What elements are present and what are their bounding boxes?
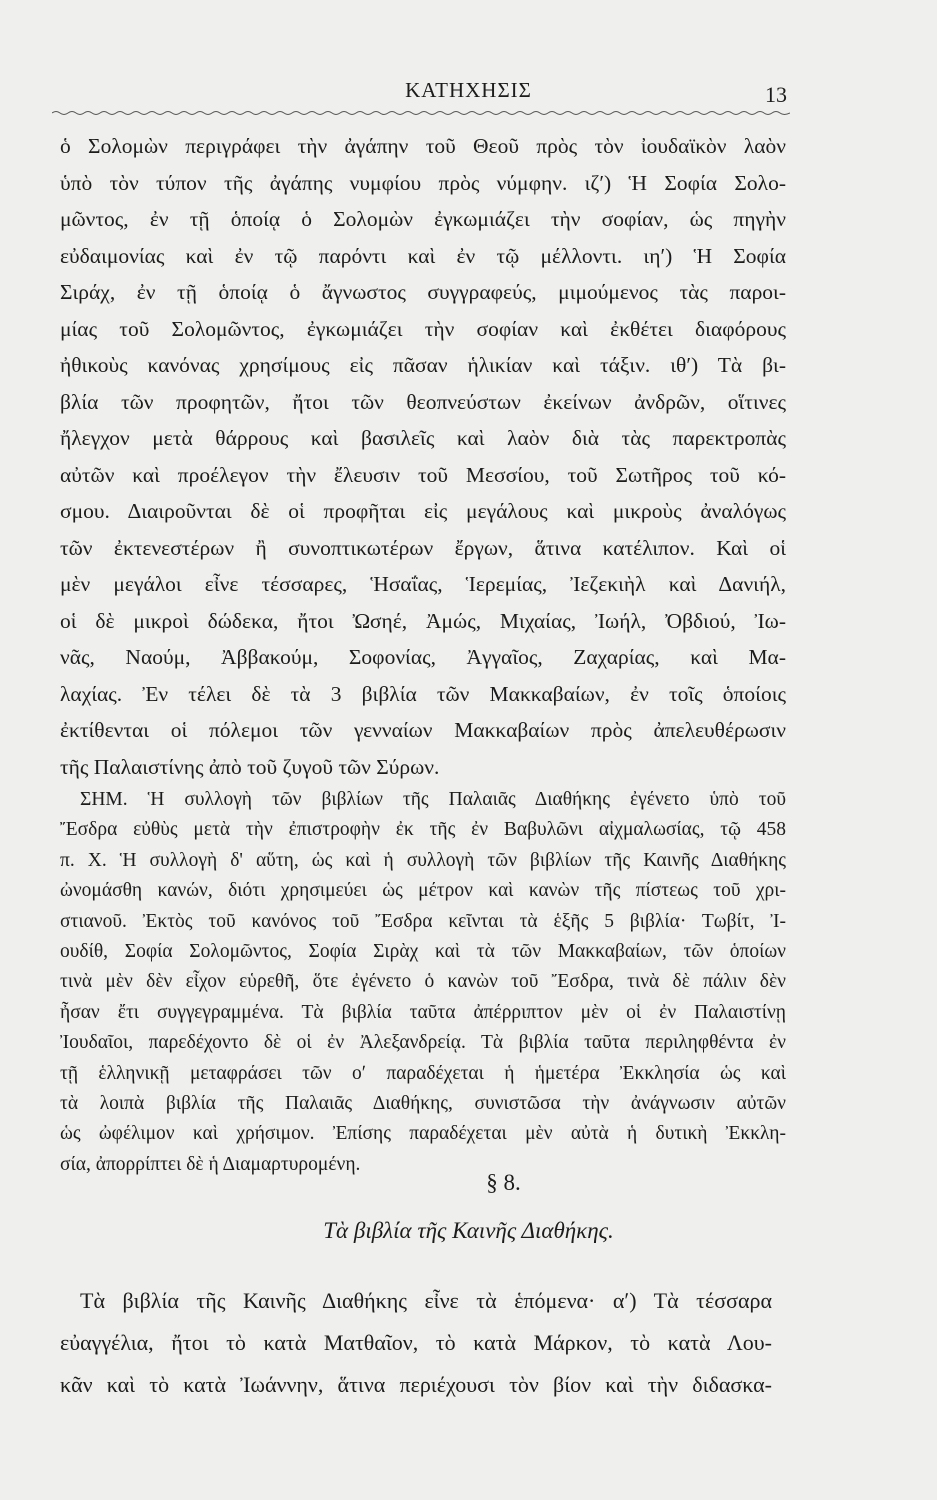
note-line: ὠνομάσθη κανών, διότι χρησιμεύει ὡς μέτρον καὶ κανὼν τῆς πίστεως τοῦ χρι-	[60, 880, 786, 902]
note-line: τινὰ μὲν δὲν εἶχον εὑρεθῆ, ὅτε ἐγένετο ὁ κανὼν τοῦ Ἔσδρα, τινὰ δὲ πάλιν δὲν	[60, 971, 786, 993]
text-line: ἠθικοὺς κανόνας χρησίμους εἰς πᾶσαν ἡλικίαν καὶ τάξιν. ιθʹ) Τὰ βι-	[60, 353, 786, 377]
note-line: π. Χ. Ἡ συλλογὴ δ' αὕτη, ὡς καὶ ἡ συλλογὴ τῶν βιβλίων τῆς Καινῆς Διαθήκης	[60, 849, 786, 871]
note-line: Ἰουδαῖοι, παρεδέχοντο δὲ οἱ ἐν Ἀλεξανδρείᾳ. Τὰ βιβλία ταῦτα περιληφθέντα ἐν	[60, 1032, 786, 1054]
text-line: τῆς Παλαιστίνης ἀπὸ τοῦ ζυγοῦ τῶν Σύρων.	[60, 754, 440, 779]
main-body-text	[60, 128, 786, 1180]
text-line: ἐκτίθενται οἱ πόλεμοι τῶν γενναίων Μακκαβαίων πρὸς ἀπελευθέρωσιν	[60, 718, 786, 742]
text-line: Σιράχ, ἐν τῇ ὁποίᾳ ὁ ἄγνωστος συγγραφεύς, μιμούμενος τὰς παροι-	[60, 280, 786, 304]
text-line: ὁ Σολομὼν περιγράφει τὴν ἀγάπην τοῦ Θεοῦ πρὸς τὸν ἰουδαϊκὸν λαὸν	[60, 134, 786, 158]
note-line: ὡς ὠφέλιμον καὶ χρήσιμον. Ἐπίσης παραδέχεται μὲν αὐτὰ ἡ δυτικὴ Ἐκκλη-	[60, 1123, 786, 1145]
text-line: εὐαγγέλια, ἤτοι τὸ κατὰ Ματθαῖον, τὸ κατὰ Μάρκον, τὸ κατὰ Λου-	[60, 1330, 772, 1355]
text-line: βλία τῶν προφητῶν, ἤτοι τῶν θεοπνεύστων ἐκείνων ἀνδρῶν, οἵτινες	[60, 389, 786, 414]
text-line: τῶν ἐκτενεστέρων ἢ συνοπτικωτέρων ἔργων, ἅτινα κατέλιπον. Καὶ οἱ	[60, 535, 786, 560]
page-number: 13	[765, 82, 787, 107]
note-line: τὰ λοιπὰ βιβλία τῆς Παλαιᾶς Διαθήκης, συνιστῶσα τὴν ἀνάγνωσιν αὐτῶν	[60, 1092, 786, 1114]
text-line: μὲν μεγάλοι εἶνε τέσσαρες, Ἡσαΐας, Ἱερεμίας, Ἰεζεκιὴλ καὶ Δανιήλ,	[60, 572, 786, 596]
text-line: μῶντος, ἐν τῇ ὁποίᾳ ὁ Σολομὼν ἐγκωμιάζει τὴν σοφίαν, ὡς πηγὴν	[60, 207, 786, 231]
note-line: ΣΗΜ. Ἡ συλλογὴ τῶν βιβλίων τῆς Παλαιᾶς Διαθήκης ἐγένετο ὑπὸ τοῦ	[80, 789, 786, 810]
note-line: στιανοῦ. Ἐκτὸς τοῦ κανόνος τοῦ Ἔσδρα κεῖνται τὰ ἑξῆς 5 βιβλία· Τωβίτ, Ἰ-	[60, 910, 786, 932]
page-header	[0, 78, 937, 108]
text-line: ἤλεγχον μετὰ θάρρους καὶ βασιλεῖς καὶ λαὸν διὰ τὰς παρεκτροπὰς	[60, 426, 786, 450]
note-line: ουδίθ, Σοφία Σολομῶντος, Σοφία Σιρὰχ καὶ τὰ τῶν Μακκαβαίων, τῶν ὁποίων	[60, 940, 786, 962]
note-line: σία, ἀπορρίπτει δὲ ἡ Διαμαρτυρομένη.	[60, 1153, 361, 1175]
section-body-text	[60, 1280, 772, 1406]
text-line: αὐτῶν καὶ προέλεγον τὴν ἔλευσιν τοῦ Μεσσίου, τοῦ Σωτῆρος τοῦ κό-	[60, 462, 786, 487]
text-line: σμου. Διαιροῦνται δὲ οἱ προφῆται εἰς μεγάλους καὶ μικροὺς ἀναλόγως	[60, 499, 786, 523]
text-line: ὑπὸ τὸν τύπον τῆς ἀγάπης νυμφίου πρὸς νύμφην. ιζʹ) Ἡ Σοφία Σολο-	[60, 170, 786, 195]
text-line: νᾶς, Ναούμ, Ἀββακούμ, Σοφονίας, Ἀγγαῖος, Ζαχαρίας, καὶ Μα-	[60, 645, 786, 669]
text-line: εὐδαιμονίας καὶ ἐν τῷ παρόντι καὶ ἐν τῷ μέλλοντι. ιηʹ) Ἡ Σοφία	[60, 243, 786, 268]
text-line: Τὰ βιβλία τῆς Καινῆς Διαθήκης εἶνε τὰ ἑπόμενα· αʹ) Τὰ τέσσαρα	[80, 1288, 772, 1313]
section-number: § 8.	[486, 1170, 521, 1195]
note-line: τῇ ἑλληνικῇ μεταφράσει τῶν οʹ παραδέχεται ἡ ἡμετέρα Ἐκκλησία ὡς καὶ	[60, 1062, 786, 1084]
text-line: οἱ δὲ μικροὶ δώδεκα, ἤτοι Ὠσηέ, Ἀμώς, Μιχαίας, Ἰωήλ, Ὀβδιού, Ἰω-	[60, 608, 786, 633]
header-wavy-rule	[52, 110, 790, 116]
section-header	[0, 1170, 937, 1244]
note-line: ἦσαν ἔτι συγγεγραμμένα. Τὰ βιβλία ταῦτα ἀπέρριπτον μὲν οἱ ἐν Παλαιστίνῃ	[60, 1001, 786, 1023]
text-line: λαχίας. Ἐν τέλει δὲ τὰ 3 βιβλία τῶν Μακκαβαίων, ἐν τοῖς ὁποίοις	[60, 681, 786, 706]
text-line: μίας τοῦ Σολομῶντος, ἐγκωμιάζει τὴν σοφίαν καὶ ἐκθέτει διαφόρους	[60, 316, 786, 341]
text-line: κᾶν καὶ τὸ κατὰ Ἰωάννην, ἅτινα περιέχουσι τὸν βίον καὶ τὴν διδασκα-	[60, 1372, 772, 1397]
section-heading: Τὰ βιβλία τῆς Καινῆς Διαθήκης.	[323, 1218, 614, 1243]
running-title: ΚΑΤΗΧΗΣΙΣ	[405, 78, 532, 102]
note-line: Ἔσδρα εὐθὺς μετὰ τὴν ἐπιστροφὴν ἐκ τῆς ἐν Βαβυλῶνι αἰχμαλωσίας, τῷ 458	[60, 819, 786, 841]
